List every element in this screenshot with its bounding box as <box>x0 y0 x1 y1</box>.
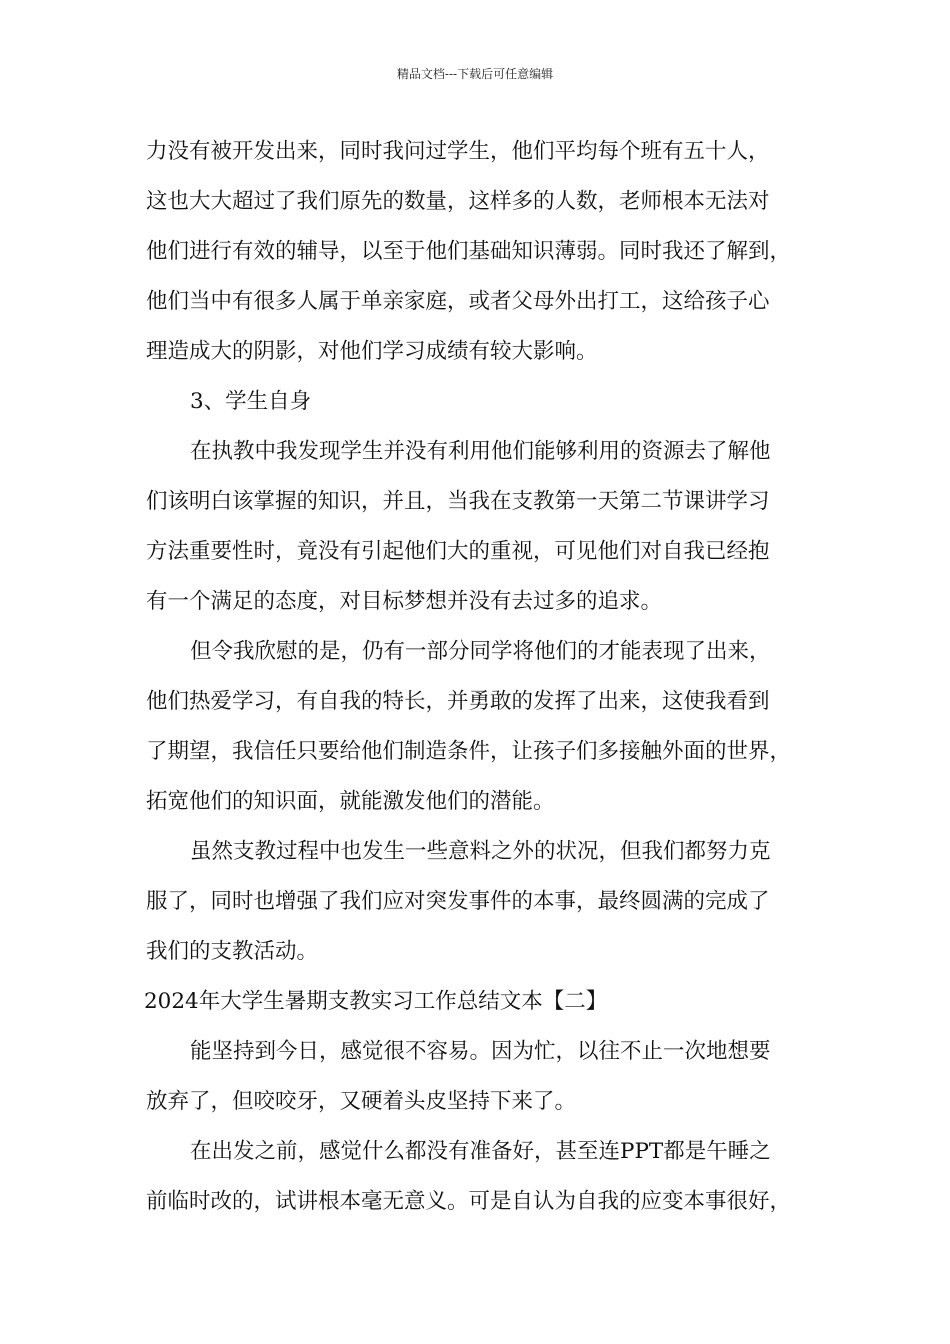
text-line: 力没有被开发出来，同时我问过学生，他们平均每个班有五十人， <box>146 139 770 164</box>
text-line: 我们的支教活动。 <box>146 939 319 964</box>
text-line: 能坚持到今日，感觉很不容易。因为忙，以往不止一次地想要 <box>190 1039 771 1064</box>
text-line: 在出发之前，感觉什么都没有准备好，甚至连PPT都是午睡之 <box>190 1139 771 1164</box>
text-line: 这也大大超过了我们原先的数量，这样多的人数，老师根本无法对 <box>146 189 770 214</box>
text-line: 但令我欣慰的是，仍有一部分同学将他们的才能表现了出来， <box>190 639 771 664</box>
text-line: 他们进行有效的辅导，以至于他们基础知识薄弱。同时我还了解到， <box>146 239 792 264</box>
text-line: 有一个满足的态度，对目标梦想并没有去过多的追求。 <box>146 589 663 614</box>
text-line: 服了，同时也增强了我们应对突发事件的本事，最终圆满的完成了 <box>146 889 770 914</box>
section-heading: 3、学生自身 <box>190 389 312 414</box>
text-line: 在执教中我发现学生并没有利用他们能够利用的资源去了解他 <box>190 439 771 464</box>
document-body <box>146 127 836 1227</box>
document-section-title: 2024年大学生暑期支教实习工作总结文本【二】 <box>144 989 608 1014</box>
text-line: 放弃了，但咬咬牙，又硬着头皮坚持下来了。 <box>146 1089 577 1114</box>
text-line: 他们当中有很多人属于单亲家庭，或者父母外出打工，这给孩子心 <box>146 289 770 314</box>
text-line: 虽然支教过程中也发生一些意料之外的状况，但我们都努力克 <box>190 839 771 864</box>
text-line: 了期望，我信任只要给他们制造条件，让孩子们多接触外面的世界， <box>146 739 792 764</box>
text-line: 他们热爱学习，有自我的特长，并勇敢的发挥了出来，这使我看到 <box>146 689 770 714</box>
text-line: 方法重要性时，竟没有引起他们大的重视，可见他们对自我已经抱 <box>146 539 770 564</box>
text-line: 们该明白该掌握的知识，并且，当我在支教第一天第二节课讲学习 <box>146 489 770 514</box>
text-line: 理造成大的阴影，对他们学习成绩有较大影响。 <box>146 339 598 364</box>
text-line: 前临时改的，试讲根本毫无意义。可是自认为自我的应变本事很好， <box>146 1189 792 1214</box>
page-header: 精品文档---下载后可任意编辑 <box>396 67 554 81</box>
text-line: 拓宽他们的知识面，就能激发他们的潜能。 <box>146 789 555 814</box>
